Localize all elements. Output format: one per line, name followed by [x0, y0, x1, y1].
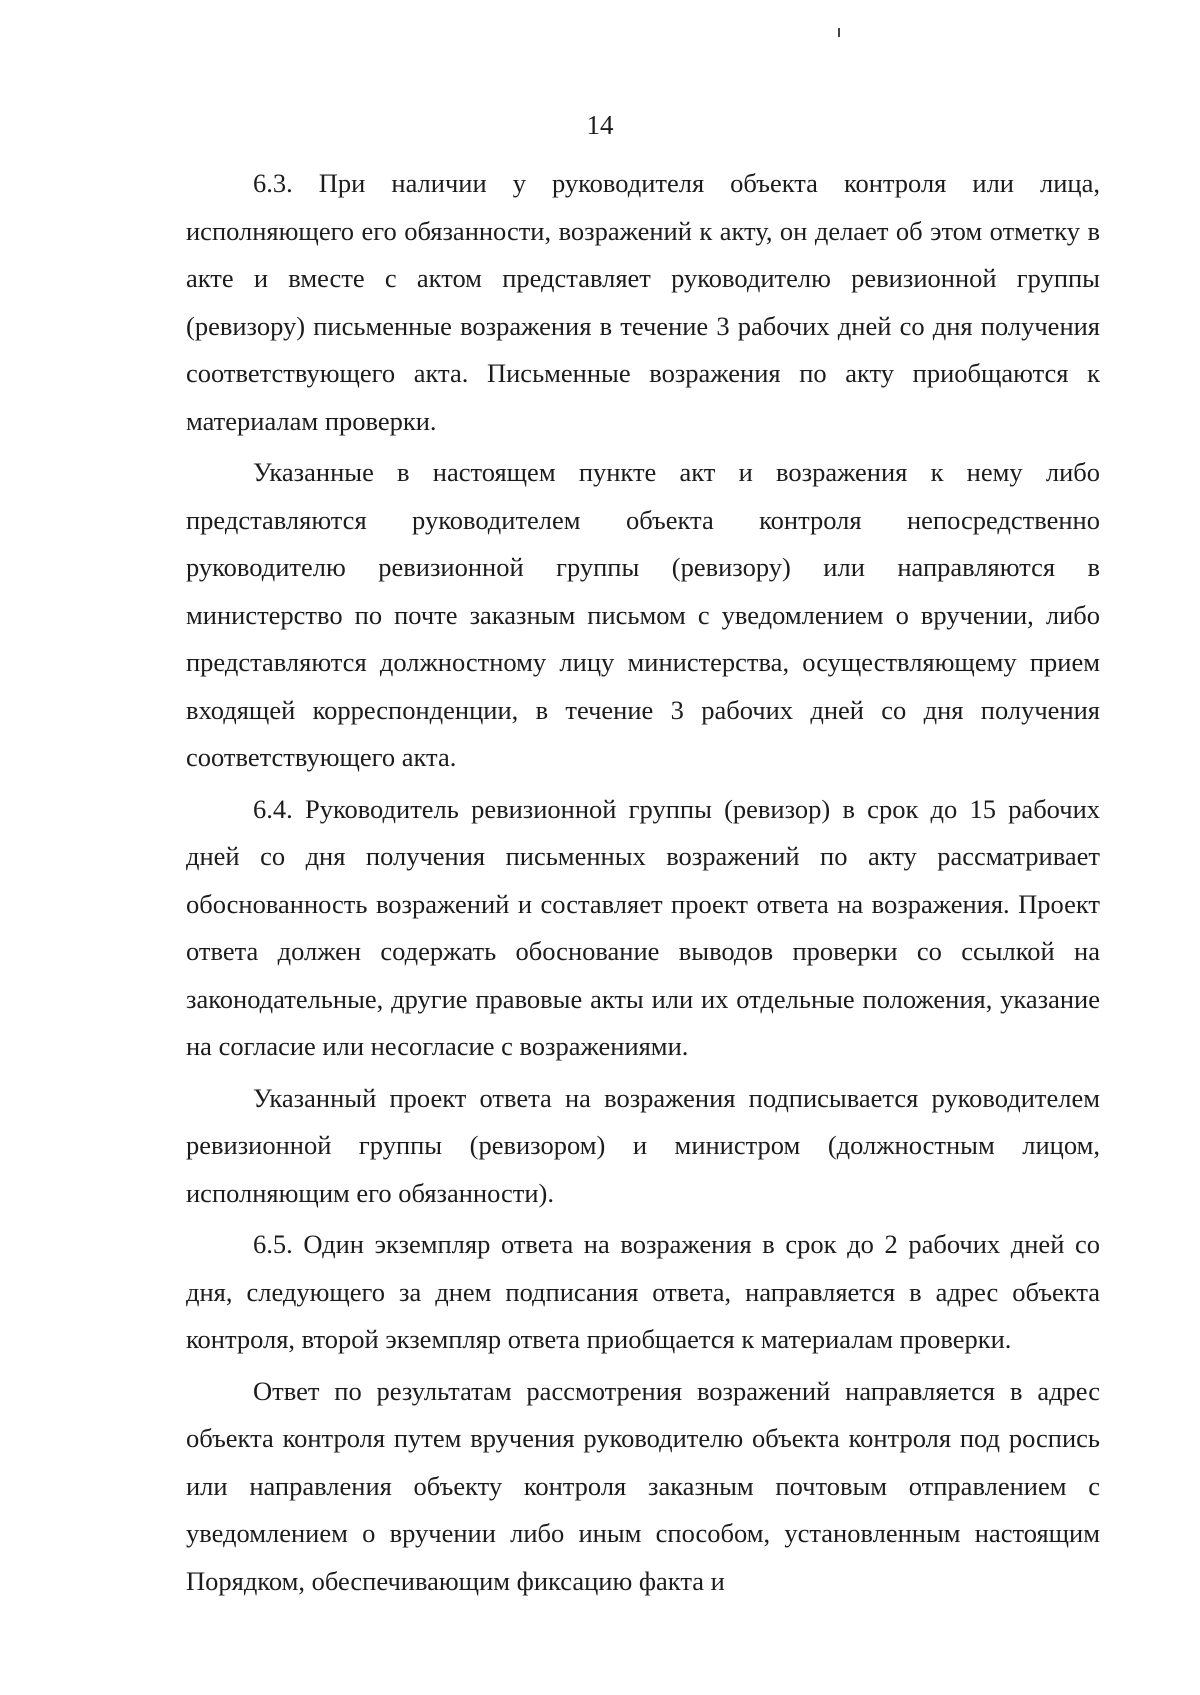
paragraph-6-5: 6.5. Один экземпляр ответа на возражения в срок до 2 рабочих дней со дня, следующего за днем подписания ответа, направляется в адрес объекта контроля, второй экземпляр ответа приобщается к материалам проверки. [186, 1229, 1100, 1354]
paragraph-6-5-delivery: Ответ по результатам рассмотрения возражений направляется в адрес объекта контроля путем вручения руководителю объекта контроля под роспись или направления объекту контроля заказным почтовым отправлением с уведомлением о вручении либо иным способом, установленным настоящим Порядком, обеспечивающим фиксацию факта и [186, 1375, 1100, 1596]
scan-artifact-mark [838, 28, 840, 37]
paragraph-6-4: 6.4. Руководитель ревизионной группы (ревизор) в срок до 15 рабочих дней со дня получения письменных возражений по акту рассматривает обоснованность возражений и составляет проект ответа на возражения. Проект ответа должен содержать обоснование выводов проверки со ссылкой на законодательные, другие правовые акты или их отдельные положения, указание на согласие или несогласие с возражениями. [186, 793, 1100, 1061]
page-number: 14 [586, 110, 614, 140]
paragraph-6-4-signing: Указанный проект ответа на возражения подписывается руководителем ревизионной группы (ревизором) и министром (должностным лицом, исполняющим его обязанности). [186, 1082, 1100, 1208]
paragraph-6-3: 6.3. При наличии у руководителя объекта контроля или лица, исполняющего его обязанности, возражений к акту, он делает об этом отметку в акте и вместе с актом представляет руководителю ревизионной группы (ревизору) письменные возражения в течение 3 рабочих дней со дня получения соответствующего акта. Письменные возражения по акту приобщаются к материалам проверки. [186, 168, 1100, 436]
paragraph-6-3-submission: Указанные в настоящем пункте акт и возражения к нему либо представляются руководителем объекта контроля непосредственно руководителю ревизионной группы (ревизору) или направляются в министерство по почте заказным письмом с уведомлением о вручении, либо представляются должностному лицу министерства, осуществляющему прием входящей корреспонденции, в течение 3 рабочих дней со дня получения соответствующего акта. [186, 457, 1100, 772]
document-body [186, 160, 1100, 1609]
